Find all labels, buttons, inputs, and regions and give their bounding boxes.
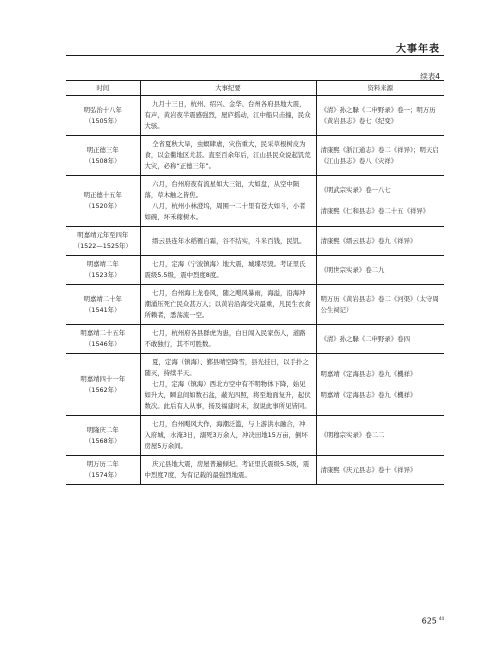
event-cell <box>140 227 316 256</box>
time-line: （1522—1525年） <box>73 242 132 250</box>
header-rule <box>66 55 444 56</box>
event-paragraph: 六月，台州府夜有流星如大三钮，大如盘，从空中陨落，草木触之皆焦。 <box>144 180 300 199</box>
table-row <box>66 285 444 325</box>
time-line: 明正德十五年 <box>83 191 122 199</box>
source-cell <box>316 416 444 456</box>
source-entry: 《明世宗实录》卷二九 <box>320 265 385 274</box>
source-entry: 清康熙《庆元县志》卷十《祥异》 <box>320 465 417 474</box>
time-line: 明隆庆二年 <box>86 425 119 434</box>
time-cell <box>66 96 140 136</box>
table-row <box>66 416 444 456</box>
time-cell <box>66 176 140 227</box>
event-cell <box>140 285 316 325</box>
source-cell <box>316 354 444 416</box>
time-line: （1520年） <box>85 202 121 210</box>
time-line: （1523年） <box>85 271 121 279</box>
column-header-time: 时间 <box>66 81 140 96</box>
time-line: 明嘉靖二十年 <box>83 294 122 303</box>
event-paragraph: 七月，台州飓风大作，海潮泛滥，与上游洪水融合，冲入府城，水淹3日，溺死3万余人，冲决田地15万亩，倒坏房屋5万余间。 <box>144 420 308 450</box>
time-cell <box>66 136 140 176</box>
source-entry: 明万历《黄岩县志》卷二《河渠》（太守周公生祠记） <box>320 294 439 314</box>
source-cell <box>316 176 444 227</box>
time-cell <box>66 227 140 256</box>
event-paragraph: 七月，定海（镇海）西北方空中有不明物体下降，始见如升大，瞬息间如数石盆，蔽光四照，将至地面复升，起伏数次。此后有人从事，扬及福建时未，叙说此事所见皆同。 <box>144 380 311 410</box>
table-row <box>66 227 444 256</box>
event-paragraph: 夏，定海（镇海）、鄞县晴空降雪，县光挂日，以手扑之随灭，持续半天。 <box>144 358 309 377</box>
source-cell <box>316 285 444 325</box>
page-number <box>422 616 444 626</box>
time-line: 明嘉靖元年至四年 <box>77 231 129 239</box>
table-header-row <box>66 81 444 96</box>
time-line: 明万历二年 <box>86 460 119 468</box>
event-cell <box>140 96 316 136</box>
chronology-table <box>66 80 444 485</box>
time-line: （1574年） <box>85 471 121 479</box>
page-number-value: 625 <box>421 616 437 626</box>
event-cell <box>140 416 316 456</box>
time-line: （1508年） <box>85 156 121 165</box>
table-continued-label: 续表4 <box>420 72 440 81</box>
time-cell <box>66 285 140 325</box>
source-entry: 《清》孙之騄《二申野录》卷一；明万历《黄岩县志》卷七《纪变》 <box>320 105 436 125</box>
time-cell <box>66 456 140 485</box>
time-line: 明正德三年 <box>86 145 119 154</box>
source-cell <box>316 96 444 136</box>
source-entry: 明嘉靖《定海县志》卷九《機祥》 <box>320 369 417 378</box>
source-entry: 清康熙《缙云县志》卷九《祥异》 <box>320 236 417 245</box>
source-cell <box>316 256 444 285</box>
time-cell <box>66 416 140 456</box>
source-cell <box>316 136 444 176</box>
time-cell <box>66 325 140 354</box>
table-row <box>66 176 444 227</box>
time-line: （1562年） <box>85 385 121 394</box>
table-row <box>66 354 444 416</box>
event-paragraph: 七月，杭州府各县群虎为患，白日闯入民家伤人，道路不敢独行，其不可胜数。 <box>144 329 306 348</box>
time-line: 明嘉靖四十一年 <box>80 374 126 383</box>
time-line: （1546年） <box>85 340 121 348</box>
time-line: （1541年） <box>85 305 121 314</box>
column-header-source: 资料来源 <box>316 81 444 96</box>
time-cell <box>66 354 140 416</box>
source-cell <box>316 325 444 354</box>
event-paragraph: 庆元县地大震，房屋普遍倾圮。考证里氏震级5.5级，震中烈度7度，为有记载的最强烈地震。 <box>144 460 310 479</box>
event-paragraph: 九月十三日，杭州、绍兴、金华、台州各府县地大震，有声，黄岩夜半震感强烈，屋庐摇动，江中船只击撞，民众大骇。 <box>144 100 311 130</box>
book-section-title: 大事年表 <box>396 44 440 55</box>
event-paragraph: 八月，杭州小林澄坞，周围一二十里有苍大如斗，小者如碗，坏禾稼树木。 <box>144 202 306 221</box>
time-line: （1568年） <box>85 436 121 445</box>
page-mark: 44 <box>438 616 444 621</box>
time-line: 明弘治十八年 <box>83 105 122 114</box>
time-line: （1505年） <box>85 116 121 125</box>
source-entry: 清康熙《浙江通志》卷二《祥异》；明天启《江山县志》卷八《灾祥》 <box>320 145 439 165</box>
event-paragraph: 七月，台州海上龙卷风，随之飓风暴雨，海溢，沿海冲潮涌压死亡民众甚万人；以黄岩沿海受灾最重，凡民生衣食所赖者，悉荡流一空。 <box>144 289 311 319</box>
source-cell <box>316 456 444 485</box>
source-entry: 《清》孙之騄《二申野录》卷四 <box>320 334 410 343</box>
time-cell <box>66 256 140 285</box>
event-paragraph: 仝省夏秋大旱，虫螟肆虐，灾伤重大，民采草根树皮为食，以金衢地区尤甚。直至百余年后，江山县民众说起饥荒大灾，必称“正德三年”。 <box>144 140 311 170</box>
event-cell <box>140 456 316 485</box>
table-row <box>66 136 444 176</box>
source-cell <box>316 227 444 256</box>
table-row <box>66 456 444 485</box>
event-cell <box>140 256 316 285</box>
table-row <box>66 256 444 285</box>
column-header-events: 大事纪要 <box>140 81 316 96</box>
table-row <box>66 325 444 354</box>
event-paragraph: 缙云县连年水稻罹自霜，谷不结实，斗米百钱，民饥。 <box>152 236 306 245</box>
time-line: 明嘉靖二十五年 <box>80 329 126 337</box>
event-cell <box>140 136 316 176</box>
event-paragraph: 七月，定海（宁波镇海）地大震，城堞尽毁。考证里氏震级5.5级，震中烈度8度。 <box>144 260 306 279</box>
source-entry: 清康熙《仁和县志》卷二十五《祥异》 <box>320 207 430 215</box>
table-row <box>66 96 444 136</box>
source-entry: 明嘉靖《定海县志》卷九《機祥》 <box>320 390 417 399</box>
event-cell <box>140 176 316 227</box>
source-entry: 《明穆宗实录》卷二二 <box>320 431 385 439</box>
source-entry: 《明武宗实录》卷一八七 <box>320 186 391 194</box>
time-line: 明嘉靖二年 <box>86 260 119 268</box>
event-cell <box>140 354 316 416</box>
event-cell <box>140 325 316 354</box>
